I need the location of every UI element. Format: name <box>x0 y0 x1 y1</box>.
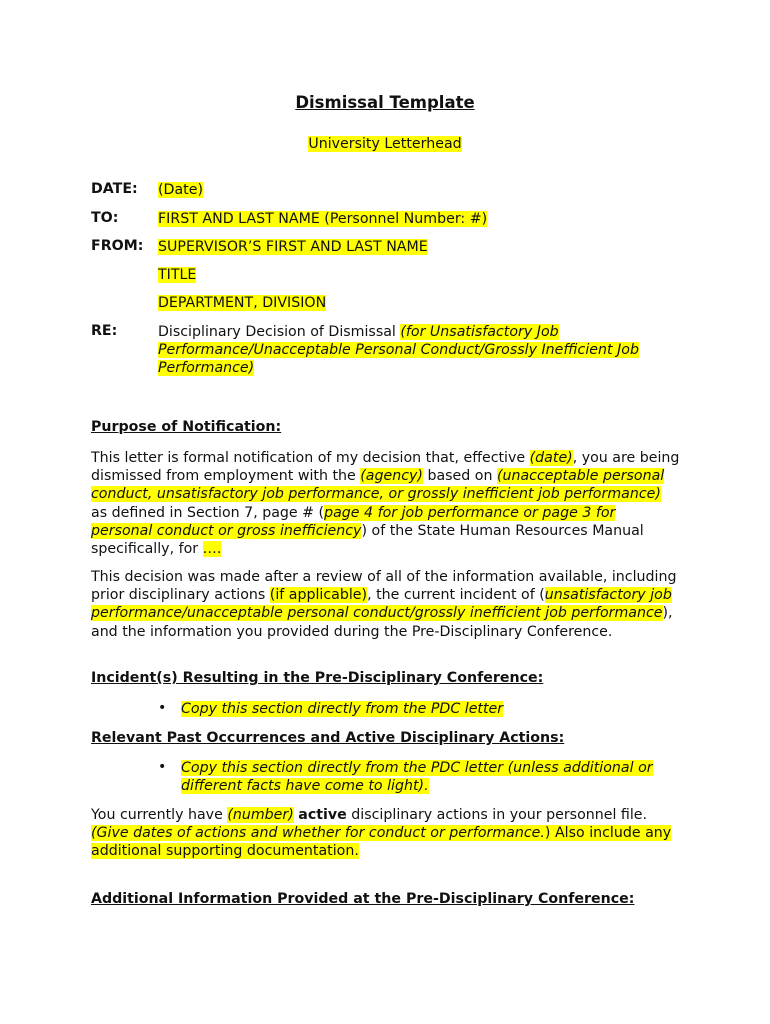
incidents-instruction: Copy this section directly from the PDC letter <box>181 701 504 717</box>
text-run: You currently have <box>91 807 228 823</box>
letterhead-placeholder: University Letterhead <box>308 136 462 152</box>
bullet-icon: • <box>158 759 167 775</box>
supporting-docs-placeholder: ) Also include any additional supporting documentation. <box>91 825 672 860</box>
title-placeholder: TITLE <box>158 267 197 283</box>
agency-placeholder: (agency) <box>360 468 423 485</box>
incident-type-placeholder: unsatisfactory job performance/unacceptable personal conduct/grossly inefficient job performance <box>91 587 672 622</box>
number-placeholder: (number) <box>227 807 294 823</box>
incidents-list-item <box>181 700 681 718</box>
document-title: Dismissal Template <box>295 93 475 112</box>
from-title <box>158 266 678 284</box>
letterhead <box>0 136 770 152</box>
re-options-placeholder: (for Unsatisfactory Job Performance/Unacceptable Personal Conduct/Grossly Inefficient Job Performance) <box>158 324 639 376</box>
reason-placeholder: (unacceptable personal conduct, unsatisfactory job performance, or grossly inefficient job performance) <box>91 468 665 503</box>
re-label: RE: <box>91 323 118 339</box>
text-run: based on <box>422 468 497 485</box>
past-occurrences-heading: Relevant Past Occurrences and Active Disciplinary Actions: <box>91 730 565 746</box>
text-run: ), and the information you provided during the Pre-Disciplinary Conference. <box>91 605 673 640</box>
date-value <box>158 181 678 199</box>
date-label: DATE: <box>91 181 138 197</box>
past-occurrences-list-item <box>181 759 681 795</box>
incidents-heading: Incident(s) Resulting in the Pre-Disciplinary Conference: <box>91 670 544 686</box>
from-label: FROM: <box>91 238 144 254</box>
recipient-placeholder: FIRST AND LAST NAME (Personnel Number: #) <box>158 211 488 227</box>
if-applicable-placeholder: (if applicable) <box>269 587 368 604</box>
text-run: This letter is formal notification of my decision that, effective <box>91 450 530 466</box>
active-emphasis: active <box>298 807 347 823</box>
past-occurrences-instruction: Copy this section directly from the PDC letter (unless additional or different facts have come to light). <box>181 760 653 795</box>
to-value <box>158 210 678 228</box>
from-department <box>158 294 678 312</box>
effective-date-placeholder: (date) <box>529 450 573 466</box>
purpose-paragraph-1 <box>91 449 681 558</box>
text-run: disciplinary actions in your personnel file. <box>346 807 648 823</box>
text-run: , you are being dismissed from employment with the <box>91 450 680 485</box>
supervisor-placeholder: SUPERVISOR’S FIRST AND LAST NAME <box>158 239 428 255</box>
text-run: This decision was made after a review of all of the information available, including prior disciplinary actions <box>91 569 677 604</box>
ellipsis-placeholder: …. <box>202 541 222 558</box>
department-placeholder: DEPARTMENT, DIVISION <box>158 295 327 311</box>
bullet-icon: • <box>158 700 167 716</box>
text-run: , the current incident of ( <box>367 587 545 604</box>
purpose-heading: Purpose of Notification: <box>91 419 282 435</box>
manual-page-placeholder: page 4 for job performance or page 3 for personal conduct or gross inefficiency <box>91 504 616 539</box>
re-value <box>158 323 678 377</box>
additional-info-heading: Additional Information Provided at the Pre-Disciplinary Conference: <box>91 891 635 907</box>
purpose-paragraph-2 <box>91 568 681 641</box>
dates-placeholder: (Give dates of actions and whether for conduct or performance. <box>91 825 545 842</box>
from-value <box>158 238 678 256</box>
re-subject: Disciplinary Decision of Dismissal <box>158 324 396 340</box>
to-label: TO: <box>91 210 119 226</box>
text-run: as defined in Section 7, page # ( <box>91 504 325 521</box>
text-run: ) of the State Human Resources Manual specifically, for <box>91 522 644 558</box>
active-actions-paragraph <box>91 806 681 861</box>
date-placeholder: (Date) <box>158 182 203 198</box>
